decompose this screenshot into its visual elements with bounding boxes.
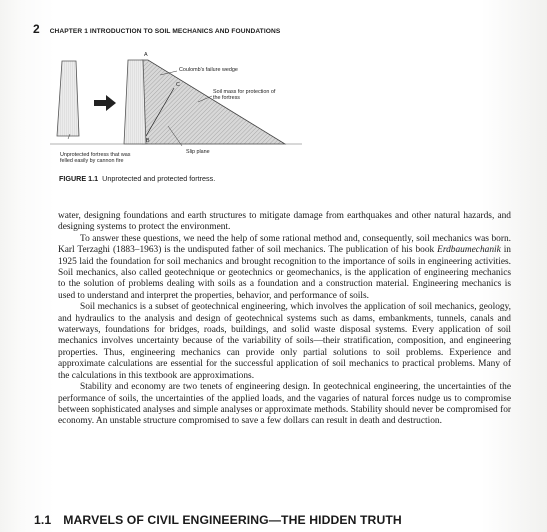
figure-1-1 bbox=[40, 38, 340, 183]
section-heading bbox=[34, 513, 402, 527]
book-title: Erdbaumechanik bbox=[437, 245, 501, 256]
label-b: B bbox=[146, 138, 150, 144]
chapter-running-title: CHAPTER 1 INTRODUCTION TO SOIL MECHANICS AND FOUNDATIONS bbox=[49, 28, 281, 35]
figure-caption bbox=[59, 174, 215, 183]
coulomb-wedge-label: Coulomb's failure wedge bbox=[179, 67, 238, 73]
paragraph-1: water, designing foundations and earth structures to mitigate damage from earthquakes and other natural hazards, and designing systems to protect the environment. bbox=[58, 211, 511, 233]
figure-caption-label: FIGURE 1.1 bbox=[59, 174, 99, 183]
body-text bbox=[58, 211, 511, 428]
label-c: C bbox=[176, 82, 180, 88]
paragraph-3: Soil mechanics is a subset of geotechnical engineering, which involves the application of soil mechanics, geology, and hydraulics to the analysis and design of geotechnical systems such as dams, embankments, tunnels, canals and waterways, foundations for bridges, roads, buildings, and solid waste disposal systems. Every application of soil mechanics involves uncertainty because of the variability of soils—their stratification, composition, and engineering properties. Thus, engineering mechanics can provide only partial solutions to soil problems. Experience and approximate calculations are essential for the successful application of soil mechanics to practical problems. Many of the calculations in this textbook are approximations. bbox=[58, 302, 511, 381]
paragraph-2: To answer these questions, we need the help of some rational method and, consequently, soil mechanics was born. Karl Terzaghi (1883–1963) is the undisputed father of soil mechanics. The publication of his book Erdbaumechanik in 1925 laid the foundation for soil mechanics and brought recognition to the importance of soils in engineering activities. Soil mechanics, also called geotechnique or geotechnics or geomechanics, is the application of engineering mechanics to the solution of problems dealing with soils as a foundation and a construction material. Engineering mechanics is used to understand and interpret the properties, behavior, and performance of soils. bbox=[58, 233, 511, 301]
soil-mass-label: Soil mass for protection of the fortress bbox=[213, 89, 276, 102]
section-number: 1.1 bbox=[34, 513, 52, 527]
page-number: 2 bbox=[33, 22, 40, 36]
page-header bbox=[33, 22, 280, 36]
unprotected-fortress-label: Unprotected fortress that was felled easily by cannon fire bbox=[60, 152, 131, 165]
protected-fortress-wall bbox=[124, 60, 146, 144]
section-title: MARVELS OF CIVIL ENGINEERING—THE HIDDEN TRUTH bbox=[63, 513, 402, 527]
transition-arrow bbox=[94, 95, 116, 111]
figure-caption-text: Unprotected and protected fortress. bbox=[102, 174, 216, 183]
paragraph-4: Stability and economy are two tenets of engineering design. In geotechnical engineering, the uncertainties of the performance of soils, the uncertainties of the applied loads, and the vagaries of natural forces nudge us to compromise between sophisticated analyses and simple analyses or approximate methods. Stability should never be compromised for economy. An unstable structure compromised to save a few dollars can result in death and destruction. bbox=[58, 382, 511, 427]
label-a: A bbox=[144, 52, 148, 58]
slip-plane-label: Slip plane bbox=[186, 149, 210, 155]
unprotected-fortress-wall bbox=[57, 61, 79, 136]
